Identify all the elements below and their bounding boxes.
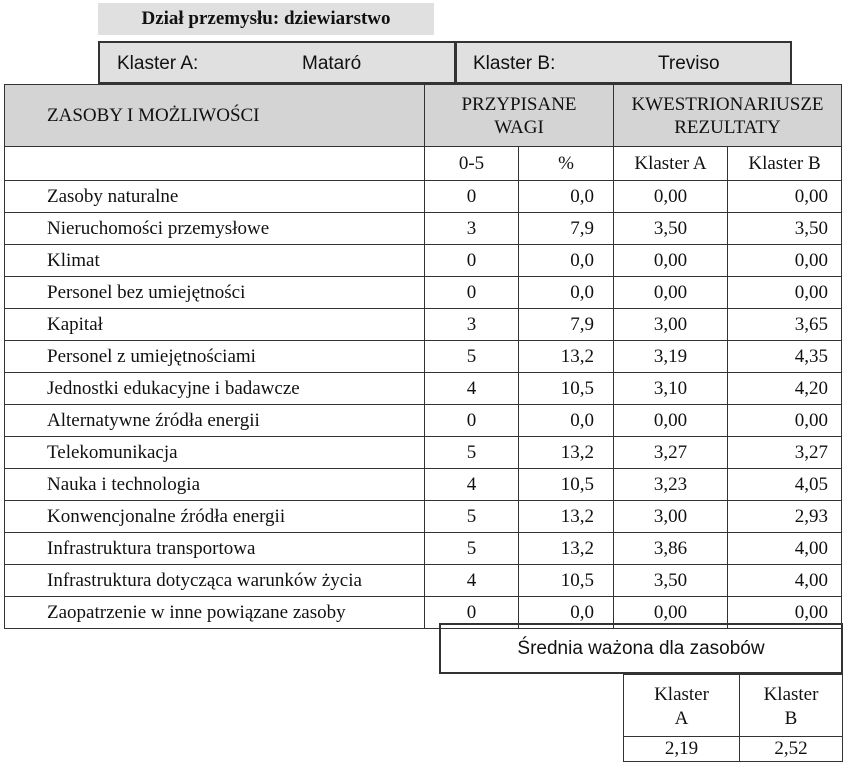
result-klaster-a: 3,86	[614, 533, 728, 565]
result-klaster-b: 0,00	[728, 597, 842, 629]
weight-scale: 4	[425, 565, 519, 597]
resource-name: Klimat	[5, 245, 425, 277]
result-klaster-b: 3,50	[728, 213, 842, 245]
table-row	[5, 245, 842, 277]
result-klaster-b: 2,93	[728, 501, 842, 533]
table-row	[5, 469, 842, 501]
weight-scale: 5	[425, 501, 519, 533]
resource-name: Infrastruktura transportowa	[5, 533, 425, 565]
weight-scale: 3	[425, 213, 519, 245]
subheader-scale: 0-5	[425, 147, 519, 181]
result-klaster-a: 3,27	[614, 437, 728, 469]
weighted-average-table	[623, 674, 843, 762]
resource-name: Nieruchomości przemysłowe	[5, 213, 425, 245]
table-row	[5, 309, 842, 341]
weight-scale: 3	[425, 309, 519, 341]
result-klaster-a: 0,00	[614, 181, 728, 213]
header-survey-line2: REZULTATY	[674, 116, 781, 138]
resource-name: Zasoby naturalne	[5, 181, 425, 213]
resource-name: Nauka i technologia	[5, 469, 425, 501]
resource-name: Zaopatrzenie w inne powiązane zasoby	[5, 597, 425, 629]
weight-percent: 0,0	[519, 277, 614, 309]
result-klaster-b: 0,00	[728, 277, 842, 309]
resource-name: Personel z umiejętnościami	[5, 341, 425, 373]
resource-name: Personel bez umiejętności	[5, 277, 425, 309]
table-row	[5, 533, 842, 565]
cluster-b-name: Treviso	[658, 53, 720, 74]
result-klaster-b: 4,00	[728, 533, 842, 565]
weighted-average-col-a-line1: Klaster	[654, 684, 709, 705]
table-row	[5, 501, 842, 533]
resource-name: Telekomunikacja	[5, 437, 425, 469]
header-resources: ZASOBY I MOŻLIWOŚCI	[5, 85, 425, 147]
weighted-average-col-a	[624, 675, 740, 737]
cluster-b-box	[455, 41, 792, 84]
weight-percent: 10,5	[519, 565, 614, 597]
result-klaster-a: 3,23	[614, 469, 728, 501]
header-weights-line2: WAGI	[494, 116, 544, 138]
weight-percent: 7,9	[519, 213, 614, 245]
resources-table	[4, 84, 842, 629]
subheader-percent: %	[519, 147, 614, 181]
weight-scale: 5	[425, 437, 519, 469]
subheader-klaster-a: Klaster A	[614, 147, 728, 181]
weight-scale: 0	[425, 597, 519, 629]
table-row	[5, 341, 842, 373]
result-klaster-b: 4,00	[728, 565, 842, 597]
weight-scale: 5	[425, 533, 519, 565]
result-klaster-a: 3,50	[614, 565, 728, 597]
result-klaster-b: 0,00	[728, 245, 842, 277]
result-klaster-a: 0,00	[614, 245, 728, 277]
table-row	[5, 277, 842, 309]
resource-name: Konwencjonalne źródła energii	[5, 501, 425, 533]
header-weights-line1: PRZYPISANE	[461, 93, 577, 115]
table-row	[5, 213, 842, 245]
resource-name: Infrastruktura dotycząca warunków życia	[5, 565, 425, 597]
result-klaster-a: 0,00	[614, 405, 728, 437]
table-row	[5, 181, 842, 213]
result-klaster-a: 0,00	[614, 597, 728, 629]
result-klaster-a: 3,00	[614, 309, 728, 341]
weight-scale: 0	[425, 181, 519, 213]
result-klaster-b: 0,00	[728, 181, 842, 213]
weight-percent: 0,0	[519, 245, 614, 277]
table-row	[5, 373, 842, 405]
weight-scale: 4	[425, 373, 519, 405]
weight-scale: 0	[425, 405, 519, 437]
result-klaster-b: 3,65	[728, 309, 842, 341]
weight-percent: 13,2	[519, 533, 614, 565]
result-klaster-a: 0,00	[614, 277, 728, 309]
cluster-b-label: Klaster B:	[473, 53, 556, 74]
weighted-average-col-b-line2: B	[784, 708, 798, 729]
weighted-average-label: Średnia ważona dla zasobów	[439, 623, 843, 674]
weight-scale: 0	[425, 245, 519, 277]
resource-name: Alternatywne źródła energii	[5, 405, 425, 437]
weight-percent: 0,0	[519, 405, 614, 437]
result-klaster-a: 3,19	[614, 341, 728, 373]
weight-percent: 7,9	[519, 309, 614, 341]
table-subheader-row	[5, 147, 842, 181]
header-survey-line1: KWESTRIONARIUSZE	[631, 93, 824, 115]
result-klaster-a: 3,00	[614, 501, 728, 533]
weighted-average-value-a: 2,19	[624, 737, 740, 762]
weight-percent: 10,5	[519, 373, 614, 405]
result-klaster-b: 3,27	[728, 437, 842, 469]
result-klaster-b: 4,20	[728, 373, 842, 405]
result-klaster-b: 0,00	[728, 405, 842, 437]
weight-scale: 5	[425, 341, 519, 373]
result-klaster-a: 3,50	[614, 213, 728, 245]
result-klaster-b: 4,05	[728, 469, 842, 501]
weighted-average-header-row	[624, 675, 843, 737]
weighted-average-col-b	[740, 675, 843, 737]
weight-percent: 0,0	[519, 597, 614, 629]
table-row	[5, 437, 842, 469]
resource-name: Jednostki edukacyjne i badawcze	[5, 373, 425, 405]
result-klaster-a: 3,10	[614, 373, 728, 405]
weight-percent: 13,2	[519, 501, 614, 533]
result-klaster-b: 4,35	[728, 341, 842, 373]
table-header-row	[5, 85, 842, 147]
weighted-average-value-b: 2,52	[740, 737, 843, 762]
header-survey	[614, 85, 842, 147]
weight-scale: 4	[425, 469, 519, 501]
weight-percent: 10,5	[519, 469, 614, 501]
cluster-a-name: Mataró	[302, 53, 362, 74]
weight-scale: 0	[425, 277, 519, 309]
resource-name: Kapitał	[5, 309, 425, 341]
weight-percent: 0,0	[519, 181, 614, 213]
subheader-klaster-b: Klaster B	[728, 147, 842, 181]
table-row	[5, 405, 842, 437]
weighted-average-value-row	[624, 737, 843, 762]
cluster-a-box	[98, 41, 456, 84]
weight-percent: 13,2	[519, 437, 614, 469]
table-body	[5, 181, 842, 629]
weight-percent: 13,2	[519, 341, 614, 373]
subheader-empty	[5, 147, 425, 181]
cluster-a-label: Klaster A:	[117, 53, 199, 74]
weighted-average-col-a-line2: A	[674, 708, 689, 729]
weighted-average-col-b-line1: Klaster	[763, 684, 819, 705]
document-title: Dział przemysłu: dziewiarstwo	[98, 3, 434, 35]
table-row	[5, 565, 842, 597]
header-weights	[425, 85, 614, 147]
